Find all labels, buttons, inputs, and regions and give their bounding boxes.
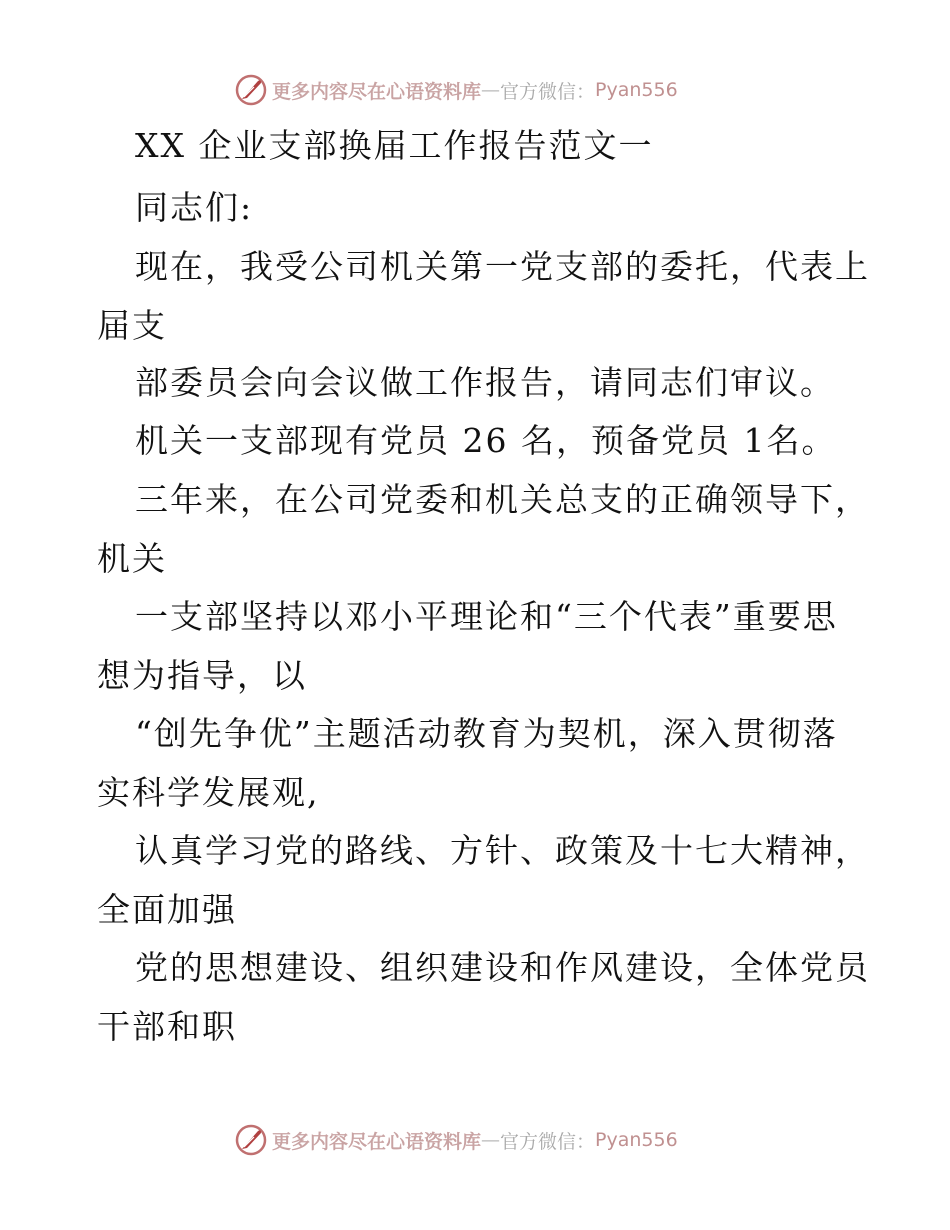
watermark-separator: — (481, 79, 501, 101)
paragraph-line: 全面加强 (97, 890, 237, 929)
paragraph-line: 部委员会向会议做工作报告，请同志们审议。 (135, 363, 835, 402)
watermark-wechat-label: 官方微信： (500, 1130, 596, 1153)
feather-pen-logo-icon (234, 1123, 268, 1157)
paragraph-line: 三年来，在公司党委和机关总支的正确领导下， (135, 480, 870, 519)
paragraph-line: 届支 (97, 306, 167, 345)
watermark-main-text: 更多内容尽在心语资料库 (272, 1130, 482, 1153)
salutation: 同志们: (135, 188, 254, 227)
watermark-wechat-id: Pyan556 (595, 1129, 678, 1151)
paragraph-line: 机关 (97, 539, 167, 578)
watermark-separator: — (481, 1129, 501, 1151)
watermark-footer (234, 1120, 714, 1160)
paragraph-line: 机关一支部现有党员 26 名，预备党员 1名。 (135, 421, 837, 460)
paragraph-line: 现在，我受公司机关第一党支部的委托，代表上 (135, 247, 870, 286)
document-title: XX 企业支部换届工作报告范文一 (135, 126, 654, 165)
watermark-wechat-id: Pyan556 (595, 79, 678, 101)
paragraph-line: “创先争优”主题活动教育为契机，深入贯彻落 (135, 714, 838, 753)
paragraph-line: 干部和职 (97, 1007, 237, 1046)
watermark-main-text: 更多内容尽在心语资料库 (272, 80, 482, 103)
paragraph-line: 认真学习党的路线、方针、政策及十七大精神， (135, 831, 870, 870)
watermark-wechat-label: 官方微信： (500, 80, 596, 103)
paragraph-line: 党的思想建设、组织建设和作风建设，全体党员 (135, 948, 870, 987)
paragraph-line: 一支部坚持以邓小平理论和“三个代表”重要思 (135, 597, 838, 636)
paragraph-line: 想为指导，以 (97, 656, 307, 695)
paragraph-line: 实科学发展观, (97, 773, 320, 812)
